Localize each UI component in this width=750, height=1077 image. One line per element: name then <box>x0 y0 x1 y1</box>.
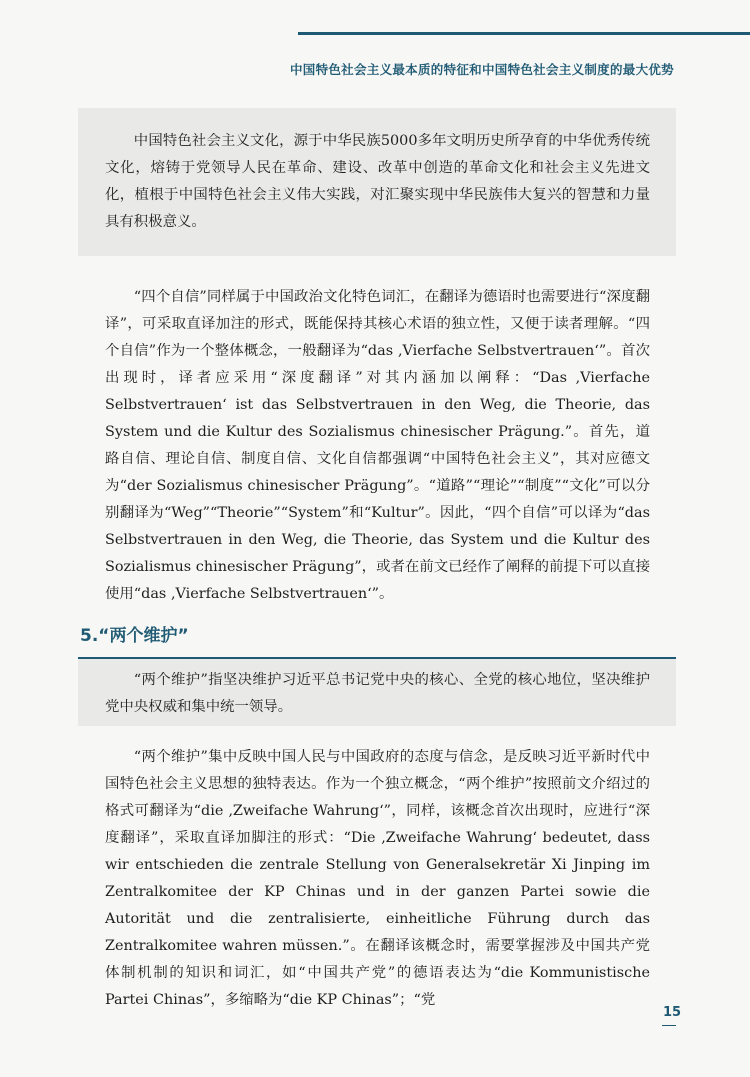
four-confidences-paragraph: “四个自信”同样属于中国政治文化特色词汇，在翻译为德语时也需要进行“深度翻译”，可采取直译加注的形式，既能保持其核心术语的独立性，又便于读者理解。“四个自信”作为一个整体概念，一般翻译为“das ‚Vierfache Selbstvertrauen‘”。首次出现时，译者应采用“深度翻译”对其内涵加以阐释：“Das ‚Vierfache Selbstvertrauen‘ ist das Selbstvertrauen in den Weg, die Theorie, das System und die Kultur des Sozialismus chinesischer Prägung.”。首先，道路自信、理论自信、制度自信、文化自信都强调“中国特色社会主义”，其对应德文为“der Sozialismus chinesischer Prägung”。“道路”“理论”“制度”“文化”可以分别翻译为“Weg”“Theorie”“System”和“Kultur”。因此，“四个自信”可以译为“das Selbstvertrauen in den Weg, die Theorie, das System und die Kultur des Sozialismus chinesischer Prägung”，或者在前文已经作了阐释的前提下可以直接使用“das ‚Vierfache Selbstvertrauen‘”。 <box>105 289 650 602</box>
running-title: 中国特色社会主义最本质的特征和中国特色社会主义制度的最大优势 <box>289 62 674 77</box>
two-upholds-definition-text: “两个维护”指坚决维护习近平总书记党中央的核心、全党的核心地位，坚决维护党中央权威和集中统一领导。 <box>105 672 650 715</box>
page-number: 15 <box>663 1005 682 1020</box>
running-header <box>0 0 750 38</box>
two-upholds-paragraph: “两个维护”集中反映中国人民与中国政府的态度与信念，是反映习近平新时代中国特色社会主义思想的独特表达。作为一个独立概念，“两个维护”按照前文介绍过的格式可翻译为“die ‚Zweifache Wahrung‘”，同样，该概念首次出现时，应进行“深度翻译”，采取直译加脚注的形式：“Die ‚Zweifache Wahrung‘ bedeutet, dass wir entschieden die zentrale Stellung von Generalsekretär Xi Jinping im Zentralkomitee der KP Chinas und in der ganzen Partei sowie die Autorität und die zentralisierte, einheitliche Führung durch das Zentralkomitee wahren müssen.”。在翻译该概念时，需要掌握涉及中国共产党体制机制的知识和词汇，如“中国共产党”的德语表达为“die Kommunistische Partei Chinas”，多缩略为“die KP Chinas”；“党 <box>105 749 650 1008</box>
section-heading: 5.“两个维护” <box>80 626 189 646</box>
page-number-underline <box>662 1025 676 1026</box>
culture-definition-text: 中国特色社会主义文化，源于中华民族5000多年文明历史所孕育的中华优秀传统文化，熔铸于党领导人民在革命、建设、改革中创造的革命文化和社会主义先进文化，植根于中国特色社会主义伟大实践，对汇聚实现中华民族伟大复兴的智慧和力量具有积极意义。 <box>105 133 650 230</box>
header-rule <box>298 32 750 35</box>
